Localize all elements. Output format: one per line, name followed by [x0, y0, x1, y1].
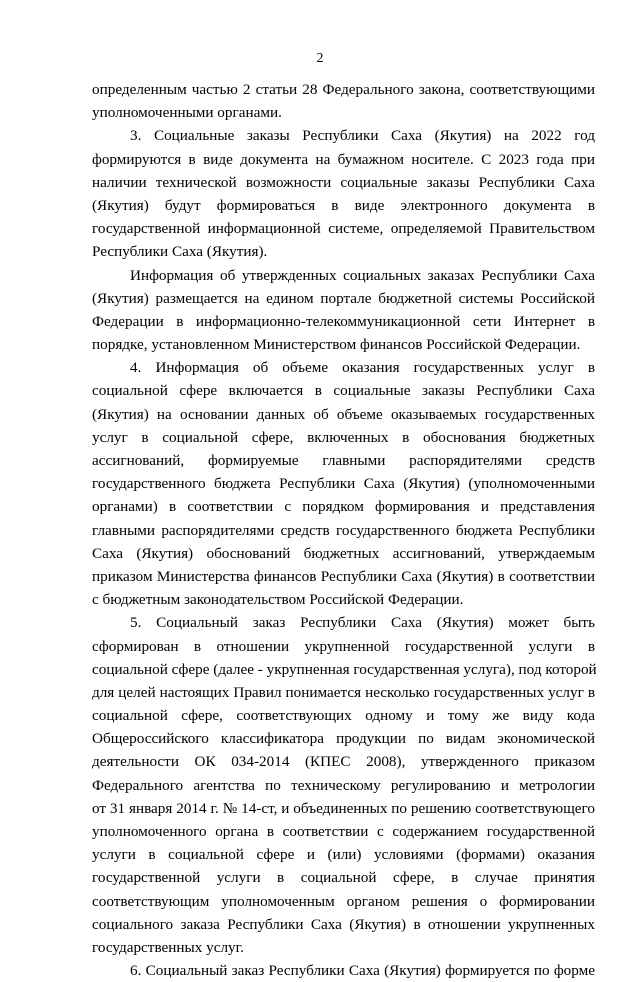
paragraph	[92, 124, 595, 263]
text-line: государственных услуг.	[92, 938, 244, 956]
text-line: государственной услуги в социальной сфере, в случае принятия	[92, 869, 595, 887]
text-line: сформирован в отношении укрупненной государственной услуги в	[92, 637, 595, 655]
text-line: Информация об утвержденных социальных заказах Республики Саха	[130, 266, 595, 284]
text-line: наличии технической возможности социальные заказы Республики Саха	[92, 173, 595, 191]
text-line: Саха (Якутия) обоснований бюджетных ассигнований, утверждаемым	[92, 544, 595, 562]
text-line: с бюджетным законодательством Российской Федерации.	[92, 591, 464, 609]
text-line: Федерального агентства по техническому регулированию и метрологии	[92, 776, 595, 794]
paragraph	[92, 356, 595, 611]
text-line: деятельности ОК 034-2014 (КПЕС 2008), утвержденного приказом	[92, 753, 595, 771]
page-number: 2	[316, 51, 324, 66]
text-line: органами) в соответствии с порядком формирования и представления	[92, 498, 595, 516]
text-line: соответствующим уполномоченным органом решения о формировании	[92, 892, 595, 910]
text-line: социальной сфере, соответствующих одному и тому же виду кода	[92, 707, 595, 725]
text-line: социальной сфере включается в социальные заказы Республики Саха	[92, 382, 595, 400]
paragraph	[92, 264, 595, 357]
text-line: государственной информационной системе, определяемой Правительством	[92, 220, 595, 238]
paragraph	[92, 611, 595, 959]
text-line: услуги в социальной сфере и (или) условиями (формами) оказания	[92, 846, 595, 864]
text-line: от 31 января 2014 г. № 14-ст, и объединенных по решению соответствующего	[92, 799, 595, 817]
paragraph	[92, 78, 595, 124]
text-line: ассигнований, формируемые главными распорядителями средств	[92, 452, 595, 469]
text-line: приказом Министерства финансов Республики Саха (Якутия) в соответствии	[92, 567, 595, 585]
text-line: 6. Социальный заказ Республики Саха (Якутия) формируется по форме	[130, 962, 595, 980]
text-line: государственного бюджета Республики Саха (Якутия) (уполномоченными	[92, 475, 595, 493]
text-line: уполномоченного органа в соответствии с содержанием государственной	[92, 823, 595, 840]
text-line: для целей настоящих Правил понимается несколько государственных услуг в	[92, 683, 595, 701]
text-line: определенным частью 2 статьи 28 Федерального закона, соответствующими	[92, 81, 595, 98]
text-line: формируются в виде документа на бумажном носителе. С 2023 года при	[92, 150, 595, 168]
document-body	[92, 78, 595, 982]
text-line: 5. Социальный заказ Республики Саха (Якутия) может быть	[130, 614, 595, 632]
text-line: (Якутия) на основании данных об объеме оказываемых государственных	[92, 405, 595, 423]
text-line: социального заказа Республики Саха (Якутия) в отношении укрупненных	[92, 915, 595, 933]
text-line: социальной сфере (далее - укрупненная государственная услуга), под которой	[92, 660, 597, 678]
text-line: Общероссийского классификатора продукции по видам экономической	[92, 730, 595, 748]
text-line: 3. Социальные заказы Республики Саха (Якутия) на 2022 год	[130, 127, 595, 145]
text-line: Федерации в информационно-телекоммуникационной сети Интернет в	[92, 312, 595, 330]
text-line: Республики Саха (Якутия).	[92, 243, 268, 261]
text-line: уполномоченными органами.	[92, 104, 282, 122]
paragraph	[92, 959, 595, 982]
text-line: порядке, установленном Министерством финансов Российской Федерации.	[92, 336, 581, 354]
text-line: главными распорядителями средств государственного бюджета Республики	[92, 521, 595, 539]
text-line: (Якутия) размещается на едином портале бюджетной системы Российской	[92, 289, 595, 307]
text-line: 4. Информация об объеме оказания государственных услуг в	[130, 359, 595, 377]
text-line: (Якутия) будут формироваться в виде электронного документа в	[92, 196, 595, 214]
text-line: услуг в социальной сфере, включенных в обоснования бюджетных	[92, 428, 595, 446]
